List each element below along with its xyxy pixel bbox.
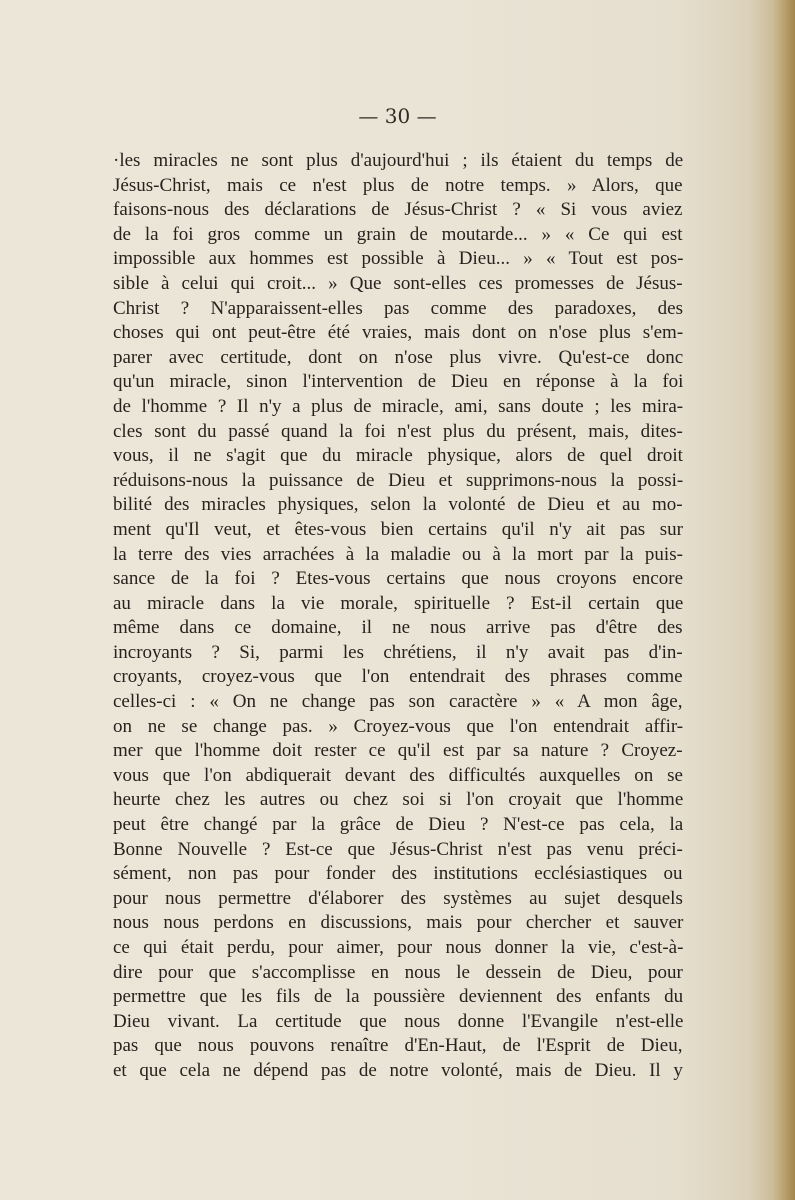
text-line: ment qu'Il veut, et êtes-vous bien certains qu'il n'y ait pas sur bbox=[113, 518, 683, 540]
text-line: sance de la foi ? Etes-vous certains que nous croyons encore bbox=[113, 568, 683, 590]
text-line: pas que nous pouvons renaître d'En-Haut, de l'Esprit de Dieu, bbox=[113, 1035, 683, 1057]
text-line: croyants, croyez-vous que l'on entendrait des phrases comme bbox=[113, 666, 683, 688]
text-line: la terre des vies arrachées à la maladie ou à la mort par la puis- bbox=[113, 543, 683, 565]
text-line: nous nous perdons en discussions, mais pour chercher et sauver bbox=[113, 912, 684, 934]
text-line: pour nous permettre d'élaborer des systèmes au sujet desquels bbox=[113, 887, 683, 909]
text-line: faisons-nous des déclarations de Jésus-Christ ? « Si vous aviez bbox=[113, 199, 683, 221]
text-line: de la foi gros comme un grain de moutarde... » « Ce qui est bbox=[113, 223, 683, 245]
text-line: Dieu vivant. La certitude que nous donne l'Evangile n'est-elle bbox=[113, 1010, 684, 1032]
text-line: ·les miracles ne sont plus d'aujourd'hui ; ils étaient du temps de bbox=[113, 150, 684, 171]
text-line: celles-ci : « On ne change pas son caractère » « A mon âge, bbox=[113, 691, 683, 713]
page-number: — 30 — bbox=[358, 104, 437, 128]
text-line: impossible aux hommes est possible à Dieu... » « Tout est pos- bbox=[113, 248, 684, 270]
text-line: cles sont du passé quand la foi n'est plus du présent, mais, dites- bbox=[113, 420, 683, 442]
text-line: vous que l'on abdiquerait devant des difficultés auxquelles on se bbox=[113, 764, 683, 786]
text-line: bilité des miracles physiques, selon la volonté de Dieu et au mo- bbox=[113, 494, 683, 516]
text-line: même dans ce domaine, il ne nous arrive pas d'être des bbox=[113, 617, 683, 639]
text-line: au miracle dans la vie morale, spirituelle ? Est-il certain que bbox=[113, 592, 684, 614]
text-line: et que cela ne dépend pas de notre volonté, mais de Dieu. Il y bbox=[113, 1059, 683, 1081]
text-line: peut être changé par la grâce de Dieu ? N'est-ce pas cela, la bbox=[113, 814, 684, 836]
text-line: mer que l'homme doit rester ce qu'il est par sa nature ? Croyez- bbox=[113, 740, 683, 762]
text-line: réduisons-nous la puissance de Dieu et supprimons-nous la possi- bbox=[113, 469, 684, 491]
text-line: incroyants ? Si, parmi les chrétiens, il n'y avait pas d'in- bbox=[113, 641, 683, 663]
text-line: vous, il ne s'agit que du miracle physique, alors de quel droit bbox=[113, 445, 683, 467]
text-line: Jésus-Christ, mais ce n'est plus de notre temps. » Alors, que bbox=[113, 174, 683, 196]
text-line: heurte chez les autres ou chez soi si l'on croyait que l'homme bbox=[113, 789, 684, 811]
text-line: de l'homme ? Il n'y a plus de miracle, ami, sans doute ; les mira- bbox=[113, 395, 684, 417]
text-line: parer avec certitude, dont on n'ose plus vivre. Qu'est-ce donc bbox=[113, 346, 684, 368]
text-line: ce qui était perdu, pour aimer, pour nous donner la vie, c'est-à- bbox=[113, 937, 684, 958]
text-line: choses qui ont peut-être été vraies, mais dont on n'ose plus s'em- bbox=[113, 322, 684, 344]
body-text bbox=[113, 149, 683, 1084]
page-edge-shading bbox=[773, 0, 795, 1200]
text-line: on ne se change pas. » Croyez-vous que l'on entendrait affir- bbox=[113, 715, 684, 737]
text-line: Bonne Nouvelle ? Est-ce que Jésus-Christ n'est pas venu préci- bbox=[113, 838, 683, 860]
text-line: sément, non pas pour fonder des institutions ecclésiastiques ou bbox=[113, 863, 683, 885]
text-line: Christ ? N'apparaissent-elles pas comme des paradoxes, des bbox=[113, 297, 683, 319]
text-line: permettre que les fils de la poussière deviennent des enfants du bbox=[113, 986, 684, 1008]
text-line: sible à celui qui croit... » Que sont-elles ces promesses de Jésus- bbox=[113, 272, 683, 294]
text-line: qu'un miracle, sinon l'intervention de Dieu en réponse à la foi bbox=[113, 371, 684, 393]
text-line: dire pour que s'accomplisse en nous le dessein de Dieu, pour bbox=[113, 961, 683, 983]
